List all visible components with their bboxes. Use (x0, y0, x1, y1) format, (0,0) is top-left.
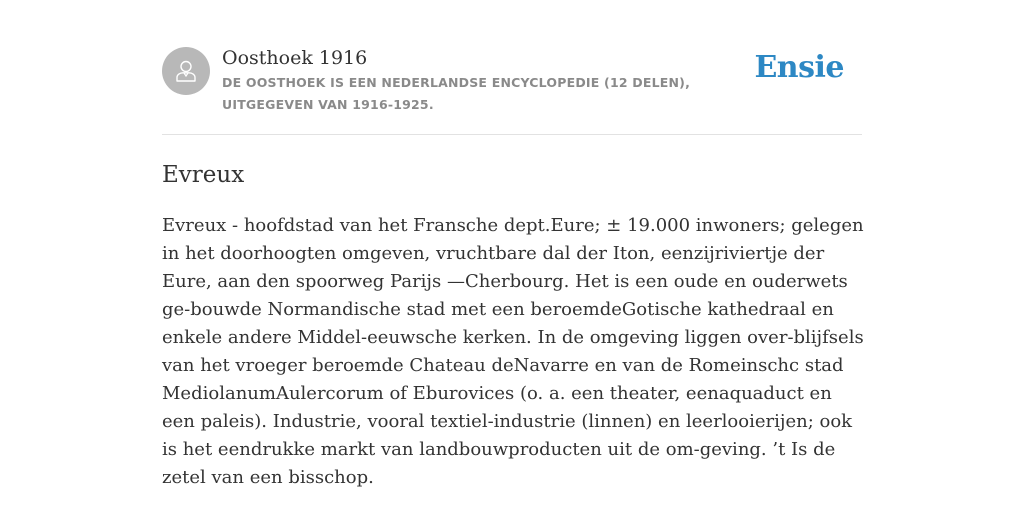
source-name[interactable]: Oosthoek 1916 (222, 47, 368, 69)
source-info (222, 44, 762, 116)
user-avatar-icon[interactable] (162, 47, 210, 95)
source-description: DE OOSTHOEK IS EEN NEDERLANDSE ENCYCLOPEDIE (12 DELEN), UITGEGEVEN VAN 1916-1925. (222, 75, 691, 112)
person-outline-icon (171, 56, 201, 86)
source-header (162, 44, 862, 135)
entry-body: Evreux - hoofdstad van het Fransche dept.Eure; ± 19.000 inwoners; gelegen in het doorhoogten omgeven, vruchtbare dal der Iton, eenzijriviertje der Eure, aan den spoorweg Parijs —Cherbourg. Het is een oude en ouderwets ge-bouwde Normandische stad met een beroemdeGotische kathedraal en enkele andere Middel-eeuwsche kerken. In de omgeving liggen over-blijfsels van het vroeger beroemde Chateau deNavarre en van de Romeinschc stad MediolanumAulercorum of Eburovices (o. a. een theater, eenaquaduct en een paleis). Industrie, vooral textiel-industrie (linnen) en leerlooierijen; ook is het eendrukke markt van landbouwproducten uit de om-geving. ’t Is de zetel van een bisschop. (162, 215, 864, 488)
ensie-logo[interactable]: Ensie (754, 50, 844, 85)
entry-title: Evreux (162, 162, 245, 188)
